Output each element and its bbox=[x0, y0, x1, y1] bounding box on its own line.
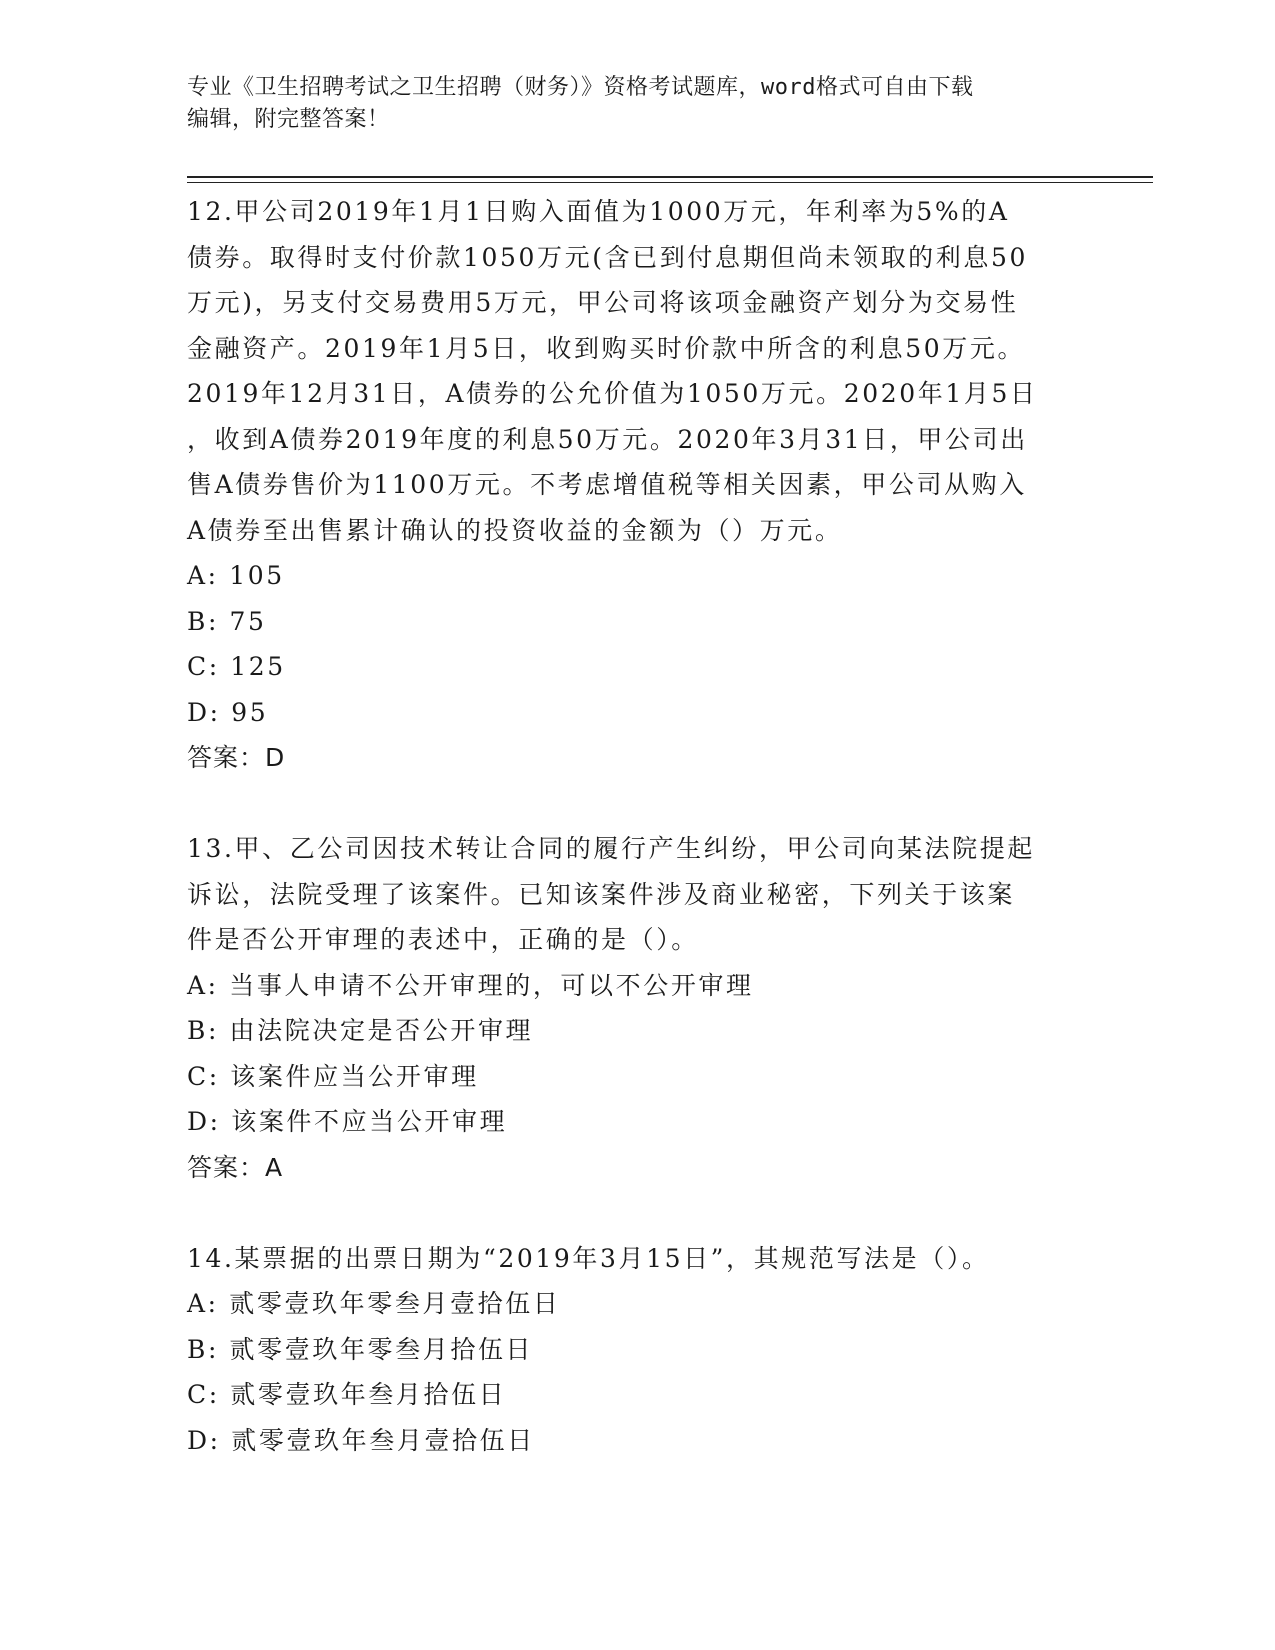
question-12 bbox=[187, 189, 1087, 781]
document-header bbox=[187, 72, 1087, 136]
question-stem-line: 债券。取得时支付价款1050万元(含已到付息期但尚未领取的利息50 bbox=[187, 242, 1028, 272]
question-stem-line: 售A债券售价为1100万元。不考虑增值税等相关因素，甲公司从购入 bbox=[187, 470, 1027, 499]
question-14 bbox=[187, 1236, 1087, 1464]
spacer bbox=[187, 1190, 1087, 1236]
option-c: C: 125 bbox=[187, 652, 286, 681]
question-stem-line: 13.甲、乙公司因技术转让合同的履行产生纠纷，甲公司向某法院提起 bbox=[187, 834, 1035, 863]
header-rule-thick bbox=[187, 176, 1153, 178]
question-list bbox=[187, 189, 1087, 1463]
option-a: A: 105 bbox=[187, 561, 285, 590]
option-a: A: 当事人申请不公开审理的，可以不公开审理 bbox=[187, 970, 754, 1000]
option-d: D: 95 bbox=[187, 697, 269, 727]
header-line-2: 编辑，附完整答案！ bbox=[187, 107, 390, 132]
question-stem-line: 2019年12月31日，A债券的公允价值为1050万元。2020年1月5日 bbox=[187, 379, 1038, 408]
header-rule-thin bbox=[187, 182, 1153, 183]
option-b: B: 由法院决定是否公开审理 bbox=[187, 1016, 534, 1045]
question-stem-line: 件是否公开审理的表述中，正确的是（）。 bbox=[187, 925, 699, 954]
option-a: A: 贰零壹玖年零叁月壹拾伍日 bbox=[187, 1289, 561, 1318]
option-b: B: 75 bbox=[187, 606, 267, 636]
option-d: D: 贰零壹玖年叁月壹拾伍日 bbox=[187, 1425, 535, 1455]
question-stem-line: 金融资产。2019年1月5日，收到购买时价款中所含的利息50万元。 bbox=[187, 333, 1026, 363]
answer-line: 答案：A bbox=[187, 1152, 284, 1182]
option-c: C: 该案件应当公开审理 bbox=[187, 1061, 479, 1091]
question-stem-line: ，收到A债券2019年度的利息50万元。2020年3月31日，甲公司出 bbox=[187, 424, 1028, 454]
question-stem-line: 万元)，另支付交易费用5万元，甲公司将该项金融资产划分为交易性 bbox=[187, 288, 1019, 317]
question-stem-line: 12.甲公司2019年1月1日购入面值为1000万元，年利率为5%的A bbox=[187, 197, 1010, 226]
question-stem-line: 诉讼，法院受理了该案件。已知该案件涉及商业秘密，下列关于该案 bbox=[187, 879, 1016, 909]
option-b: B: 贰零壹玖年零叁月拾伍日 bbox=[187, 1334, 534, 1364]
question-stem-line: A债券至出售累计确认的投资收益的金额为（）万元。 bbox=[187, 515, 843, 545]
spacer bbox=[187, 781, 1087, 827]
question-13 bbox=[187, 826, 1087, 1190]
header-line-1: 专业《卫生招聘考试之卫生招聘（财务）》资格考试题库，word格式可自由下载 bbox=[187, 75, 974, 100]
question-stem-line: 14.某票据的出票日期为“2019年3月15日”，其规范写法是（）。 bbox=[187, 1243, 990, 1273]
option-c: C: 贰零壹玖年叁月拾伍日 bbox=[187, 1380, 507, 1409]
answer-line: 答案：D bbox=[187, 743, 286, 772]
option-d: D: 该案件不应当公开审理 bbox=[187, 1107, 508, 1136]
